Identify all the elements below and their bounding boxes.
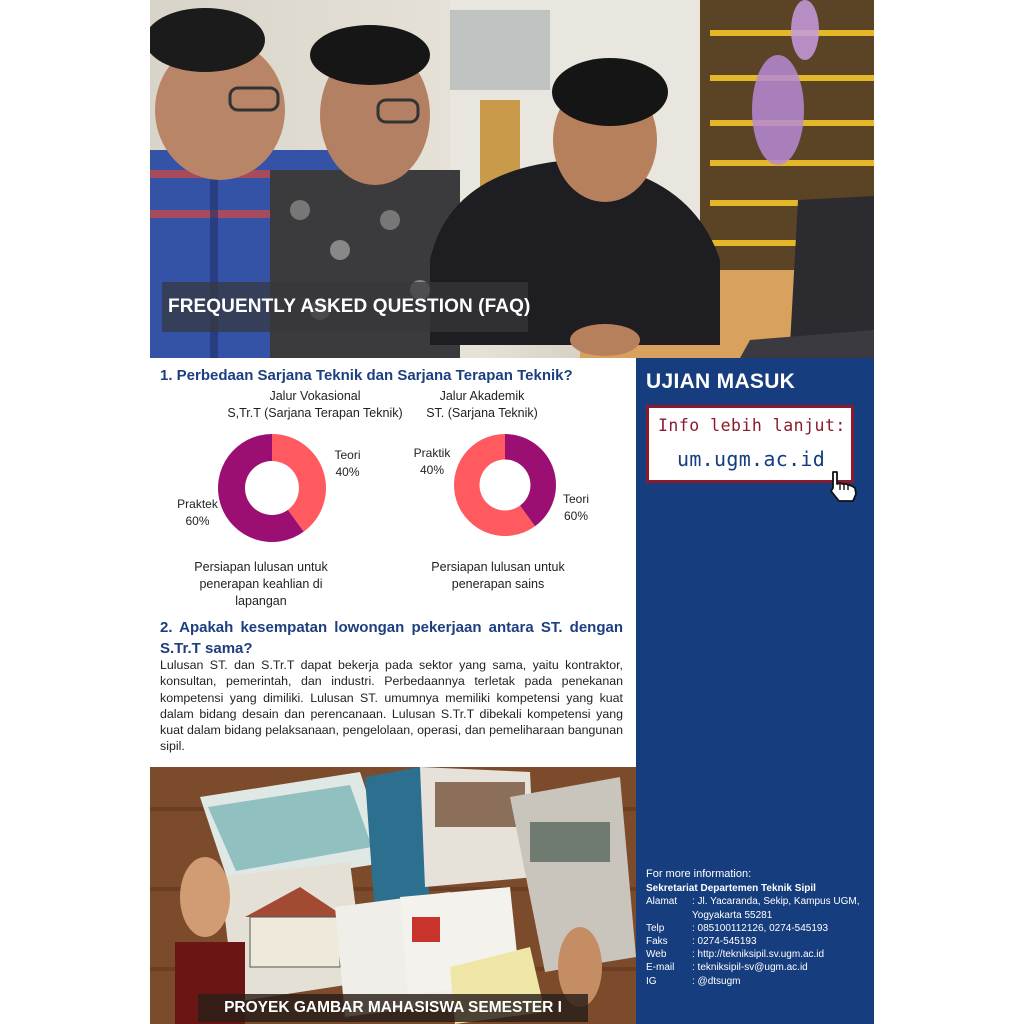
academic-teori-name: Teori bbox=[562, 492, 589, 506]
contact-email-value[interactable]: : tekniksipil-sv@ugm.ac.id bbox=[692, 962, 808, 974]
ujian-masuk-title: UJIAN MASUK bbox=[646, 370, 796, 393]
academic-praktik-name: Praktik bbox=[413, 446, 451, 460]
contact-web-value[interactable]: : http://tekniksipil.sv.ugm.ac.id bbox=[692, 949, 825, 961]
contact-row-phone bbox=[646, 922, 866, 935]
academic-teori-value: 60% bbox=[563, 509, 589, 523]
contact-key: IG bbox=[646, 975, 657, 987]
vocational-praktek-name: Praktek bbox=[177, 497, 218, 511]
vocational-teori-label bbox=[320, 447, 375, 481]
contact-key: Alamat bbox=[646, 896, 678, 908]
vocational-donut-chart bbox=[217, 433, 327, 543]
info-label: Info lebih lanjut: bbox=[658, 416, 846, 435]
vocational-caption: Persiapan lulusan untuk penerapan keahlian di lapangan bbox=[194, 560, 328, 608]
academic-heading-line2: ST. (Sarjana Teknik) bbox=[426, 406, 538, 420]
vocational-praktek-value: 60% bbox=[185, 514, 210, 528]
contact-fax-value: : 0274-545193 bbox=[692, 936, 757, 948]
question-1-title: 1. Perbedaan Sarjana Teknik dan Sarjana Terapan Teknik? bbox=[160, 367, 573, 384]
contact-row-fax bbox=[646, 935, 866, 948]
contact-row-instagram bbox=[646, 975, 866, 988]
contact-info bbox=[646, 868, 866, 988]
admission-website-link[interactable]: um.ugm.ac.id bbox=[677, 447, 826, 471]
vocational-heading-line2: S,Tr.T (Sarjana Terapan Teknik) bbox=[227, 406, 403, 420]
academic-teori-label bbox=[550, 491, 602, 525]
contact-phone-value: : 085100112126, 0274-545193 bbox=[692, 922, 829, 934]
vocational-teori-value: 40% bbox=[335, 465, 360, 479]
contact-key: Telp bbox=[646, 922, 665, 934]
contact-key: Faks bbox=[646, 936, 668, 948]
ujian-masuk-sidebar bbox=[636, 358, 874, 1024]
project-caption: PROYEK GAMBAR MAHASISWA SEMESTER I bbox=[198, 994, 588, 1022]
vocational-praktek-label bbox=[170, 496, 225, 530]
question-2-title: 2. Apakah kesempatan lowongan pekerjaan antara ST. dengan S.Tr.T sama? bbox=[160, 619, 623, 657]
contact-heading: For more information: bbox=[646, 868, 752, 880]
vocational-heading-line1: Jalur Vokasional bbox=[269, 389, 361, 403]
hero-photo bbox=[150, 0, 874, 358]
academic-caption: Persiapan lulusan untuk penerapan sains bbox=[431, 560, 565, 591]
academic-heading-line1: Jalur Akademik bbox=[439, 389, 525, 403]
academic-donut-chart bbox=[453, 433, 557, 537]
student-projects-photo bbox=[150, 767, 636, 1024]
contact-key: Web bbox=[646, 949, 667, 961]
drawings-photo-illustration bbox=[150, 767, 636, 1024]
academic-praktik-label bbox=[405, 445, 459, 479]
contact-instagram-value[interactable]: : @dtsugm bbox=[692, 975, 741, 987]
info-link-box[interactable] bbox=[646, 405, 854, 483]
contact-row-web bbox=[646, 948, 866, 961]
pointing-hand-icon bbox=[826, 470, 862, 504]
faq-title-banner: FREQUENTLY ASKED QUESTION (FAQ) bbox=[162, 282, 528, 332]
academic-praktik-value: 40% bbox=[419, 463, 445, 477]
contact-row-email bbox=[646, 961, 866, 974]
contact-address-value: : Jl. Yacaranda, Sekip, Kampus UGM, Yogyakarta 55281 bbox=[692, 896, 860, 921]
faq-flyer bbox=[150, 0, 874, 1024]
contact-organization: Sekretariat Departemen Teknik Sipil bbox=[646, 883, 816, 895]
contact-key: E-mail bbox=[646, 962, 675, 974]
contact-row-address bbox=[646, 895, 866, 921]
question-2-answer: Lulusan ST. dan S.Tr.T dapat bekerja pada sektor yang sama, yaitu kontraktor, konsultan, pemerintah, dan industri. Perbedaannya terletak pada penekanan kompetensi yang dimiliki. Lulusan ST. umumnya memiliki kompetensi yang kuat dalam bidang desain dan perencanaan. Lulusan S.Tr.T dibekali kompetensi yang kuat dalam bidang pelaksanaan, pengelolaan, operasi, dan pemeliharaan bangunan sipil. bbox=[160, 658, 623, 754]
academic-heading bbox=[392, 388, 572, 422]
vocational-teori-name: Teori bbox=[334, 448, 361, 462]
